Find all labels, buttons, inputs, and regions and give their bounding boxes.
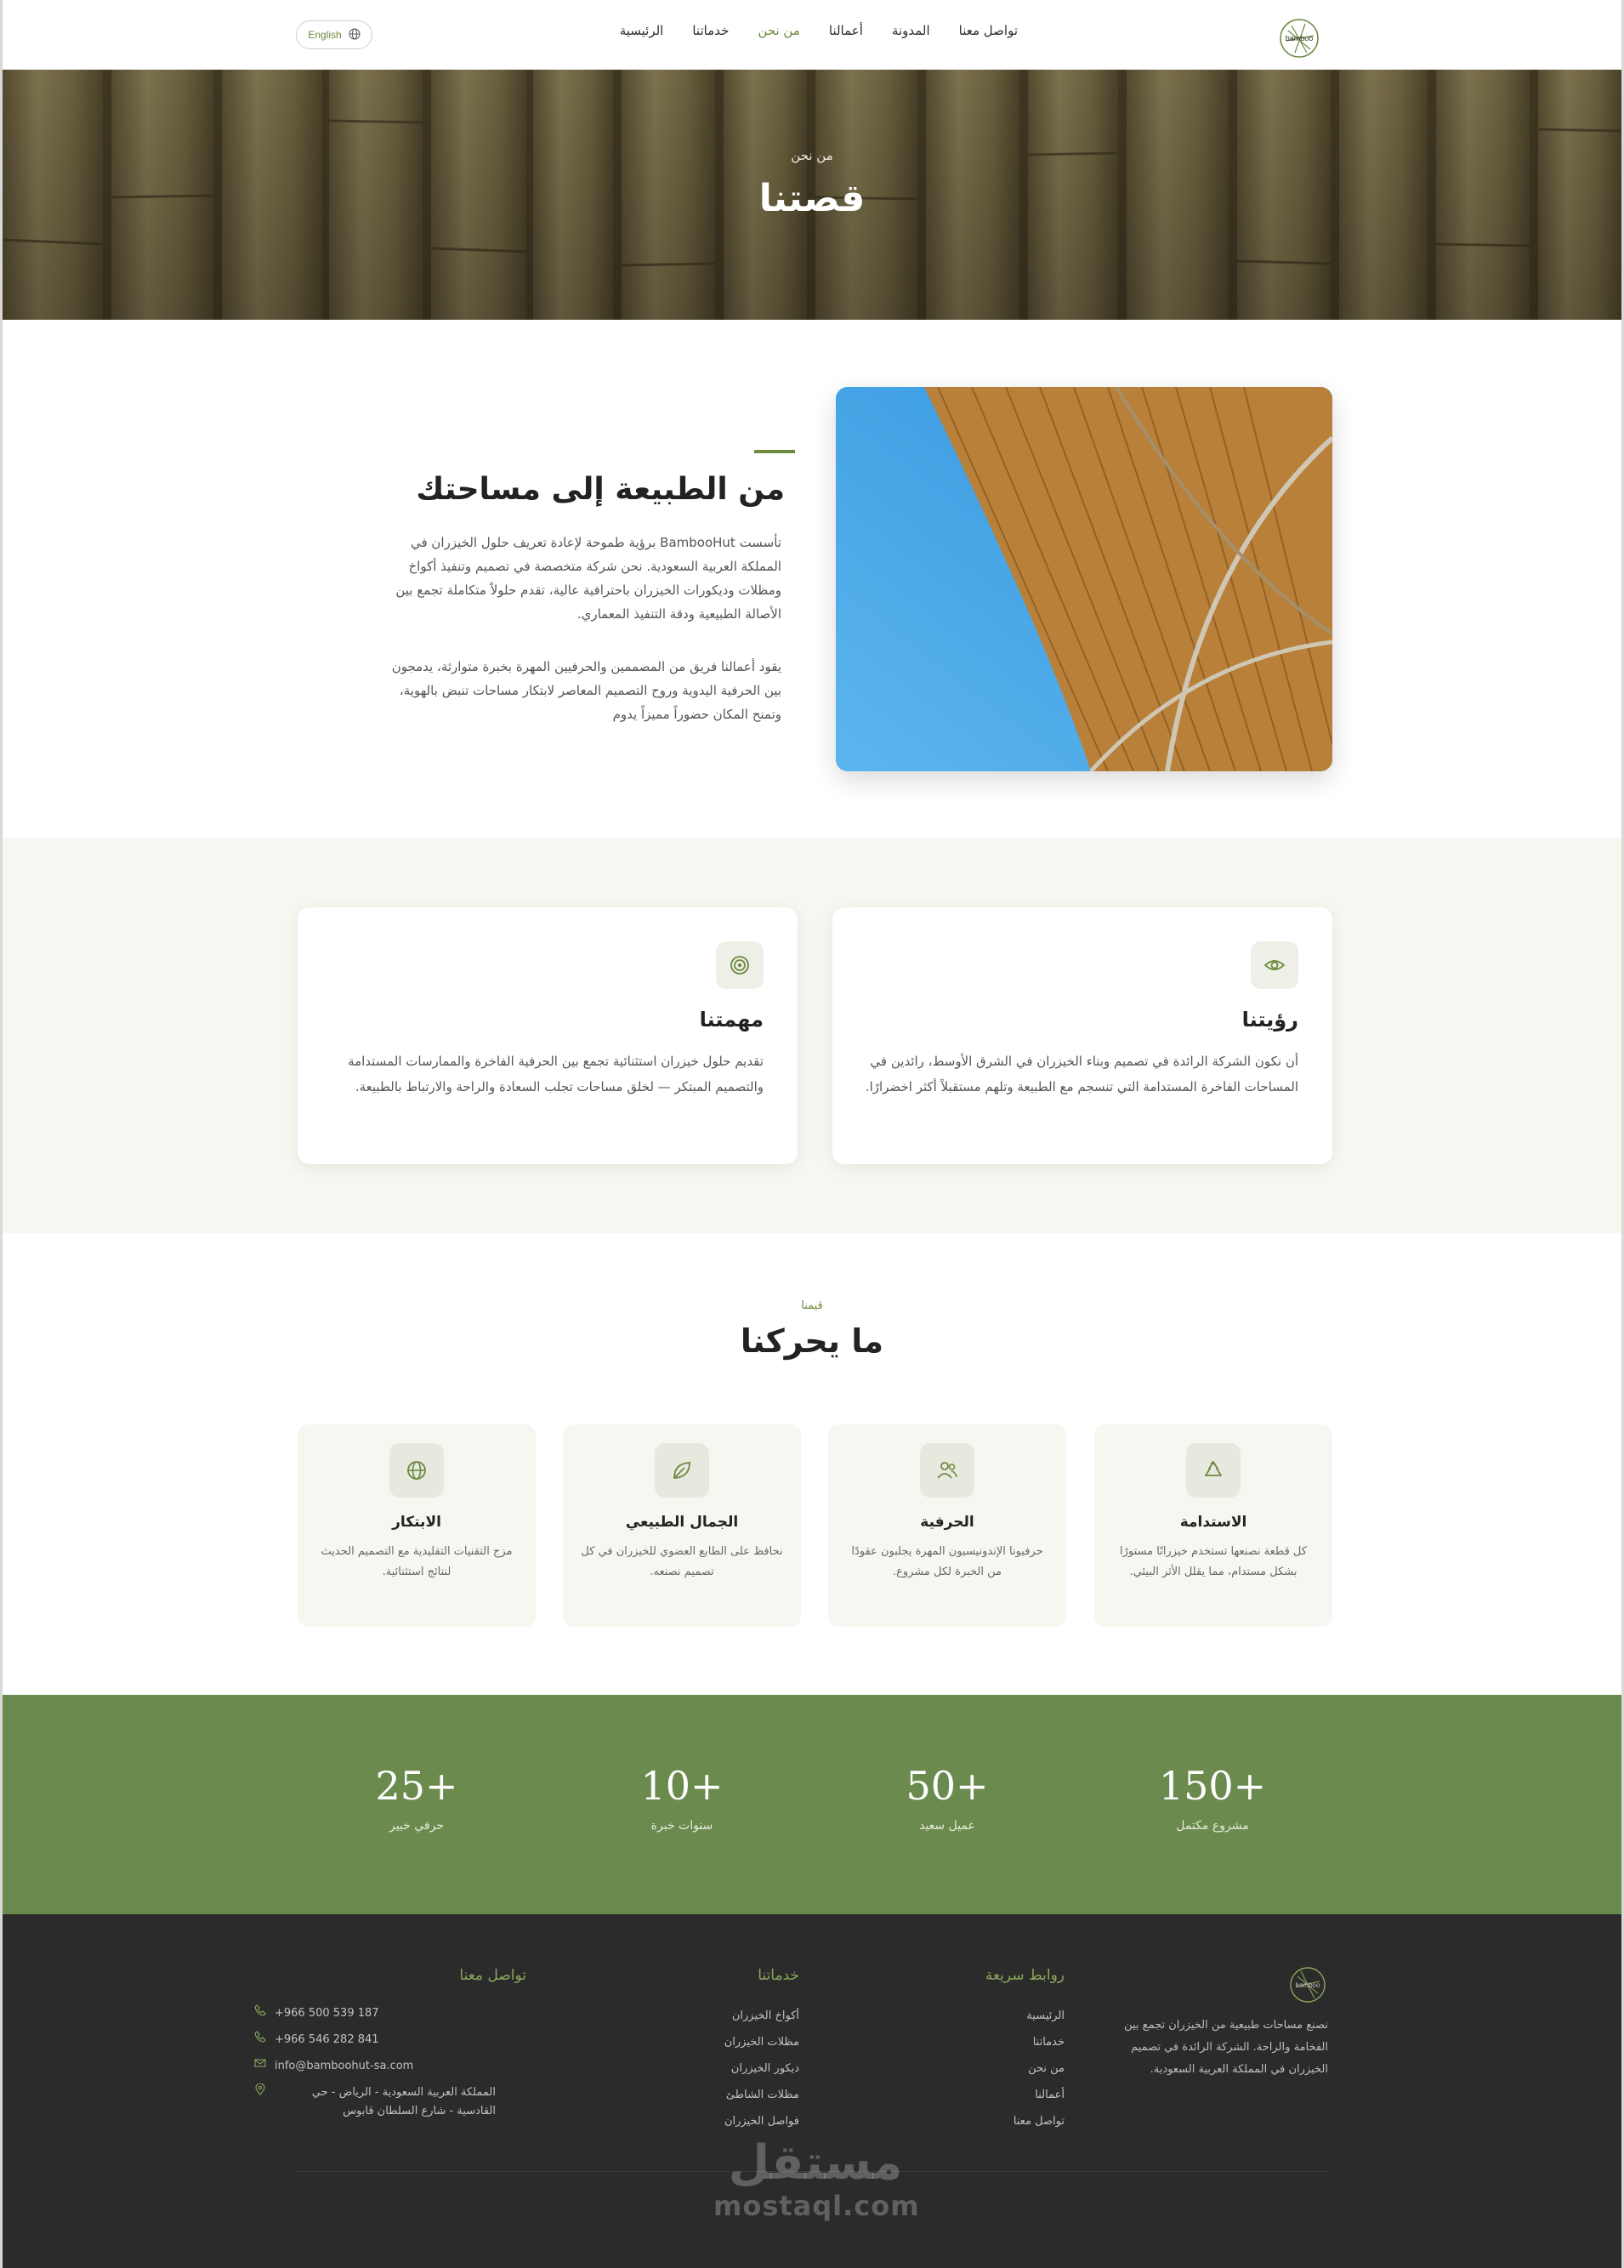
language-label: English xyxy=(308,29,342,41)
language-toggle-button[interactable] xyxy=(296,20,372,49)
stat-clients xyxy=(845,1763,1049,1833)
footer-logo[interactable] xyxy=(1279,1963,1328,2007)
hero-eyebrow: من نحن xyxy=(791,148,833,163)
stat-label: عميل سعيد xyxy=(919,1819,975,1833)
vision-card xyxy=(832,907,1332,1164)
hero-title: قصتنا xyxy=(758,177,866,220)
value-description: كل قطعة نصنعها تستخدم خيزرانًا مستورًا بشكل مستدام، مما يقلل الأثر البيئي. xyxy=(1120,1545,1307,1578)
footer-link-services[interactable]: خدماتنا xyxy=(1032,2036,1065,2049)
footer-service-partitions[interactable]: فواصل الخيزران xyxy=(724,2115,799,2128)
nav-contact[interactable]: تواصل معنا xyxy=(958,23,1018,38)
nav-about[interactable]: من نحن xyxy=(758,23,800,38)
value-title: الحرفية xyxy=(920,1514,974,1531)
values-eyebrow: قيمنا xyxy=(801,1299,823,1312)
contact-phone-1[interactable]: +966 500 539 187 xyxy=(254,2004,526,2023)
globe-icon xyxy=(349,28,361,43)
recycle-icon xyxy=(1186,1443,1241,1498)
mission-card xyxy=(298,907,798,1164)
mission-text: تقديم حلول خيزران استثنائية تجمع بين الحرفية الفاخرة والممارسات المستدامة والتصميم المبتكر — لخلق مساحات تجلب السعادة والراحة والارتباط بالطبيعة. xyxy=(348,1054,764,1094)
footer-link-home[interactable]: الرئيسية xyxy=(1026,2009,1065,2022)
footer-service-umbrellas[interactable]: مظلات الخيزران xyxy=(724,2036,799,2049)
footer-service-beach-umbrellas[interactable]: مظلات الشاطئ xyxy=(725,2089,799,2101)
contact-title: تواصل معنا xyxy=(459,1967,526,1984)
phone-icon xyxy=(254,2004,266,2023)
footer-service-decor[interactable]: ديكور الخيزران xyxy=(730,2062,799,2075)
value-description: حرفيونا الإندونيسيون المهرة يجلبون عقودًا من الخبرة لكل مشروع. xyxy=(851,1545,1043,1578)
site-header xyxy=(3,0,1621,70)
value-card-sustainability xyxy=(1094,1424,1332,1627)
stat-value: 150+ xyxy=(1158,1763,1267,1809)
vision-title: رؤيتنا xyxy=(1241,1008,1298,1032)
value-title: الاستدامة xyxy=(1179,1514,1247,1531)
story-paragraph-2: يقود أعمالنا فريق من المصممين والحرفيين المهرة بخبرة متوارثة، يدمجون بين الحرفية اليدوية وروح التصميم المعاصر لابتكار مساحات تنبض بالهوية، وتمنح المكان حضوراً مميزاً يدوم xyxy=(391,659,781,722)
hero-banner xyxy=(3,70,1621,320)
section-accent-line xyxy=(754,450,795,453)
stat-craftsmen xyxy=(315,1763,519,1833)
footer-service-huts[interactable]: أكواخ الخيزران xyxy=(731,2009,799,2022)
stat-label: حرفي خبير xyxy=(389,1819,445,1833)
value-card-innovation xyxy=(298,1424,536,1627)
value-description: مزج التقنيات التقليدية مع التصميم الحديث لنتائج استثنائية. xyxy=(321,1545,513,1578)
services-list xyxy=(724,2003,799,2134)
contact-email[interactable]: info@bamboohut-sa.com xyxy=(254,2057,526,2076)
phone-icon xyxy=(254,2031,266,2049)
quick-links-title: روابط سريعة xyxy=(985,1967,1065,1984)
footer-about-text: نصنع مساحات طبيعية من الخيزران تجمع بين الفخامة والراحة. الشركة الرائدة في تصميم الخيزران في المملكة العربية السعودية. xyxy=(1124,2019,1328,2076)
vision-text: أن نكون الشركة الرائدة في تصميم وبناء الخيزران في الشرق الأوسط، رائدين في المساحات الفاخرة المستدامة التي تنسجم مع الطبيعة وتلهم مستقبلاً أكثر اخضرارًا. xyxy=(865,1054,1298,1094)
globe-icon xyxy=(389,1443,444,1498)
value-card-craftsmanship xyxy=(828,1424,1066,1627)
nav-home[interactable]: الرئيسية xyxy=(619,23,664,38)
users-icon xyxy=(920,1443,974,1498)
story-paragraph-1: تأسست BambooHut برؤية طموحة لإعادة تعريف حلول الخيزران في المملكة العربية السعودية. نحن شركة متخصصة في تصميم وتنفيذ أكواخ ومظلات وديكورات الخيزران باحترافية عالية، تقدم حلولاً متكاملة تجمع بين الأصالة الطبيعية ودقة التنفيذ المعماري. xyxy=(395,535,781,622)
stat-label: مشروع مكتمل xyxy=(1176,1819,1249,1833)
nav-projects[interactable]: أعمالنا xyxy=(828,23,863,38)
contact-phone-2[interactable]: +966 546 282 841 xyxy=(254,2031,526,2049)
footer-link-projects[interactable]: أعمالنا xyxy=(1035,2089,1065,2101)
stat-projects xyxy=(1110,1763,1315,1833)
vision-mission-section xyxy=(3,838,1621,1233)
services-title: خدماتنا xyxy=(758,1967,799,1984)
target-icon xyxy=(716,941,764,989)
story-title: من الطبيعة إلى مساحتك xyxy=(416,472,785,507)
footer-link-about[interactable]: من نحن xyxy=(1028,2062,1065,2075)
value-description: نحافظ على الطابع العضوي للخيزران في كل تصميم نصنعه. xyxy=(581,1545,783,1578)
quick-links-list xyxy=(1014,2003,1065,2134)
stat-value: 25+ xyxy=(375,1763,458,1809)
umbrella-image xyxy=(836,387,1332,771)
nav-blog[interactable]: المدونة xyxy=(891,23,930,38)
values-title: ما يحركنا xyxy=(740,1322,884,1360)
stat-label: سنوات خبرة xyxy=(650,1819,713,1833)
stats-section xyxy=(3,1695,1621,1914)
stat-value: 50+ xyxy=(906,1763,989,1809)
mostaql-watermark: مستقل mostaql.com xyxy=(713,2135,920,2222)
svg-text:bamboo: bamboo xyxy=(1285,34,1314,43)
nav-services[interactable]: خدماتنا xyxy=(692,23,730,38)
footer-link-contact[interactable]: تواصل معنا xyxy=(1013,2115,1065,2128)
main-nav xyxy=(620,23,1018,38)
contact-address: المملكة العربية السعودية - الرياض - حي القادسية - شارع السلطان قابوس xyxy=(254,2083,526,2121)
bamboo-hut-logo[interactable] xyxy=(1276,15,1322,61)
stat-value: 10+ xyxy=(640,1763,724,1809)
stat-years xyxy=(580,1763,784,1833)
location-pin-icon xyxy=(254,2083,266,2102)
value-title: الجمال الطبيعي xyxy=(625,1514,739,1531)
value-title: الابتكار xyxy=(392,1514,441,1531)
value-card-natural-beauty xyxy=(563,1424,801,1627)
svg-text:bamboo: bamboo xyxy=(1295,1981,1320,1989)
eye-icon xyxy=(1251,941,1298,989)
mail-icon xyxy=(254,2057,266,2076)
contact-list xyxy=(254,2004,526,2129)
leaf-icon xyxy=(655,1443,709,1498)
mission-title: مهمتنا xyxy=(699,1008,764,1032)
